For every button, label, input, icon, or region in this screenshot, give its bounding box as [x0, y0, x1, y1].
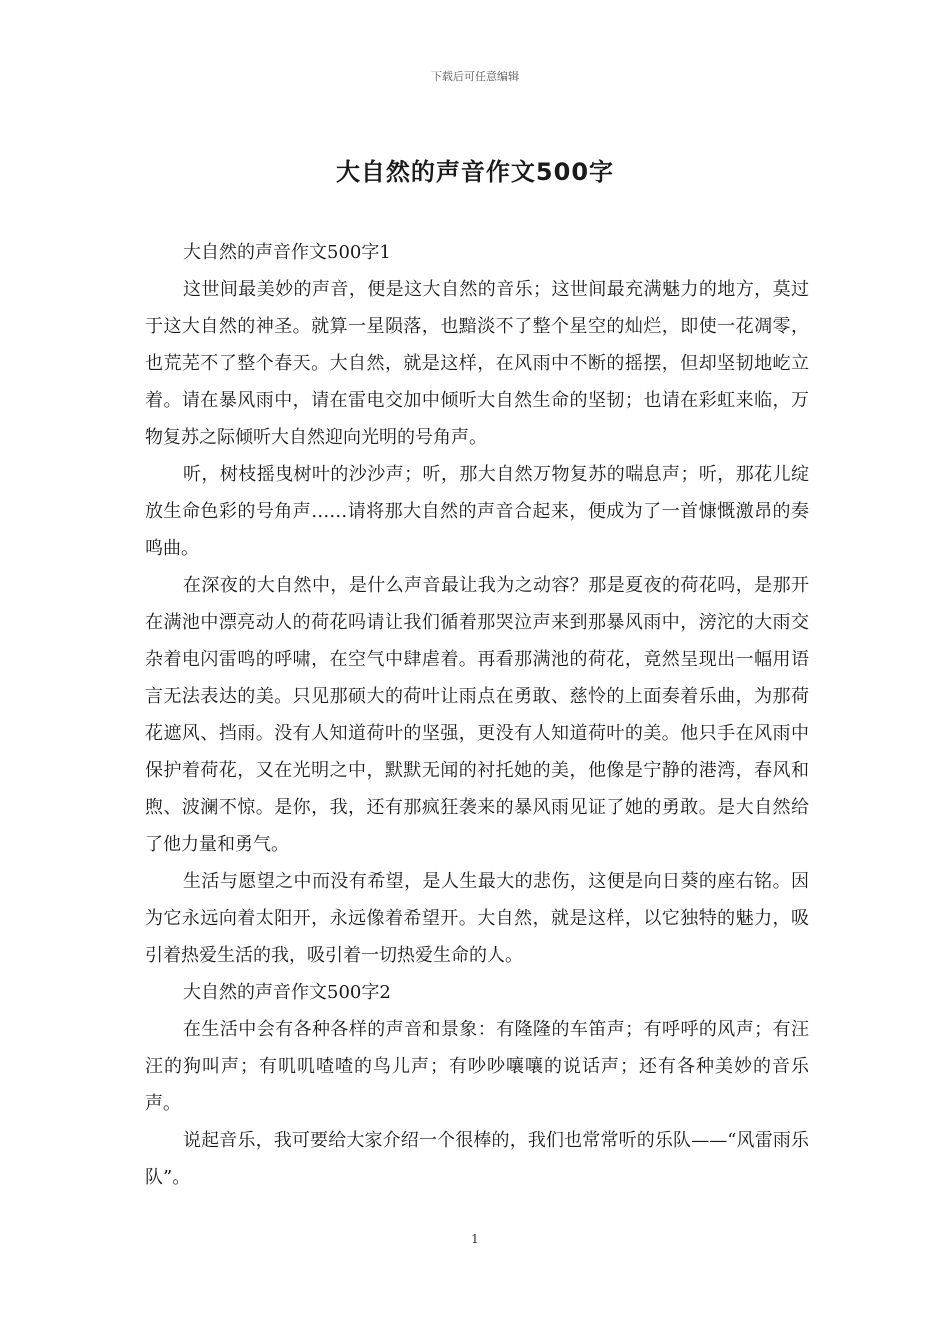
document-title: 大自然的声音作文500字	[335, 158, 615, 186]
page-number: 1	[471, 1232, 479, 1246]
paragraph: 这世间最美妙的声音，便是这大自然的音乐；这世间最充满魅力的地方，莫过于这大自然的神圣。就算一星陨落，也黯淡不了整个星空的灿烂，即使一花凋零，也荒芜不了整个春天。大自然，就是这样，在风雨中不断的摇摆，但却坚韧地屹立着。请在暴风雨中，请在雷电交加中倾听大自然生命的坚韧；也请在彩虹来临，万物复苏之际倾听大自然迎向光明的号角声。	[145, 279, 809, 448]
paragraph: 生活与愿望之中而没有希望，是人生最大的悲伤，这便是向日葵的座右铭。因为它永远向着太阳开，永远像着希望开。大自然，就是这样，以它独特的魅力，吸引着热爱生活的我，吸引着一切热爱生命的人。	[145, 871, 809, 966]
paragraph: 说起音乐，我可要给大家介绍一个很棒的，我们也常常听的乐队——“风雷雨乐队”。	[145, 1130, 809, 1188]
paragraph: 在深夜的大自然中，是什么声音最让我为之动容？那是夏夜的荷花吗，是那开在满池中漂亮动人的荷花吗请让我们循着那哭泣声来到那暴风雨中，滂沱的大雨交杂着电闪雷鸣的呼啸，在空气中肆虐着。再看那满池的荷花，竟然呈现出一幅用语言无法表达的美。只见那硕大的荷叶让雨点在勇敢、慈怜的上面奏着乐曲，为那荷花遮风、挡雨。没有人知道荷叶的坚强，更没有人知道荷叶的美。他只手在风雨中保护着荷花，又在光明之中，默默无闻的衬托她的美，他像是宁静的港湾，春风和煦、波澜不惊。是你，我，还有那疯狂袭来的暴风雨见证了她的勇敢。是大自然给了他力量和勇气。	[145, 575, 809, 855]
page-header-note: 下载后可任意编辑	[431, 70, 519, 83]
paragraph: 在生活中会有各种各样的声音和景象：有隆隆的车笛声；有呼呼的风声；有汪汪的狗叫声；有叽叽喳喳的鸟儿声；有吵吵嚷嚷的说话声；还有各种美妙的音乐声。	[145, 1019, 809, 1114]
section-heading-2: 大自然的声音作文500字2	[183, 982, 391, 1003]
section-heading-1: 大自然的声音作文500字1	[183, 242, 391, 263]
document-body	[145, 234, 809, 1196]
paragraph: 听，树枝摇曳树叶的沙沙声；听，那大自然万物复苏的喘息声；听，那花儿绽放生命色彩的号角声……请将那大自然的声音合起来，便成为了一首慷慨激昂的奏鸣曲。	[145, 464, 809, 559]
